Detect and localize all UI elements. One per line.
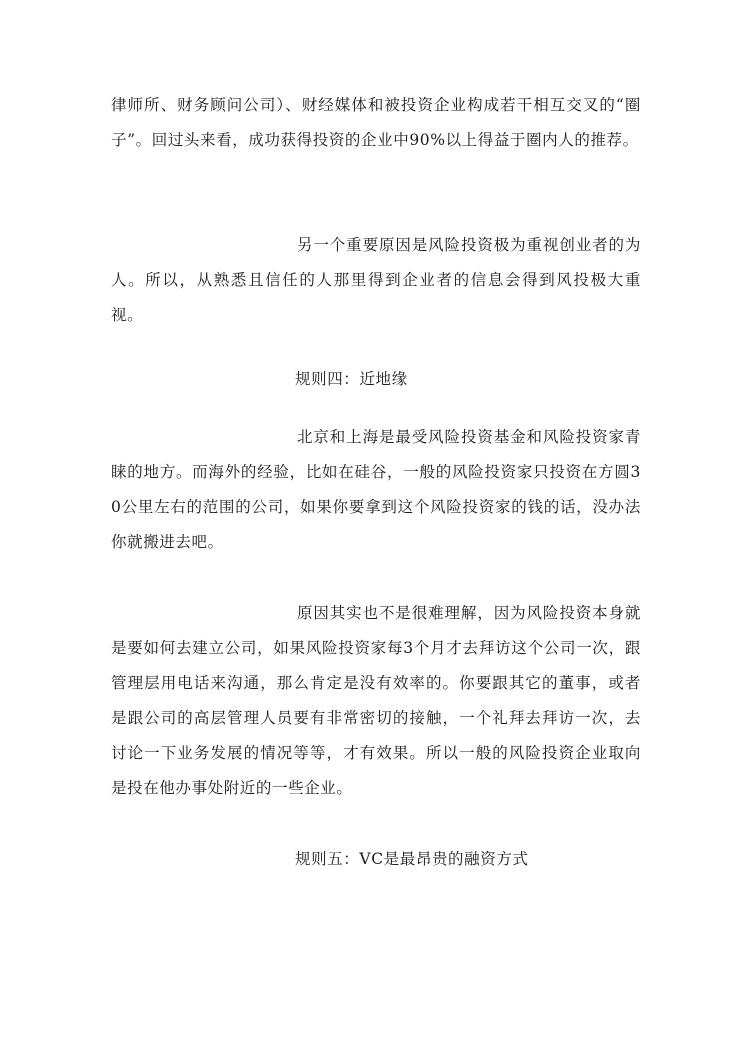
paragraph-circles-recommendation: 律师所、财务顾问公司）、财经媒体和被投资企业构成若干相互交叉的“圈子”。回过头来看，成功获得投资的企业中90%以上得益于圈内人的推荐。 [111,96,641,149]
heading-rule-four: 规则四：近地缘 [295,370,408,388]
paragraph-reason-proximity: 原因其实也不是很难理解，因为风险投资本身就是要如何去建立公司，如果风险投资家每3个月才去拜访这个公司一次，跟管理层用电话来沟通，那么肯定是没有效率的。你要跟其它的董事，或者是跟公司的高层管理人员要有非常密切的接触，一个礼拜去拜访一次，去讨论一下业务发展的情况等等，才有效果。所以一般的风险投资企业取向是投在他办事处附近的一些企业。 [111,604,641,797]
heading-rule-five: 规则五：VC是最昂贵的融资方式 [295,850,529,868]
paragraph-beijing-shanghai: 北京和上海是最受风险投资基金和风险投资家青睐的地方。而海外的经验，比如在硅谷，一般的风险投资家只投资在方圆30公里左右的范围的公司，如果你要拿到这个风险投资家的钱的话，没办法你就搬进去吧。 [111,428,641,551]
paragraph-entrepreneur-character: 另一个重要原因是风险投资极为重视创业者的为人。所以，从熟悉且信任的人那里得到企业者的信息会得到风投极大重视。 [111,236,641,324]
